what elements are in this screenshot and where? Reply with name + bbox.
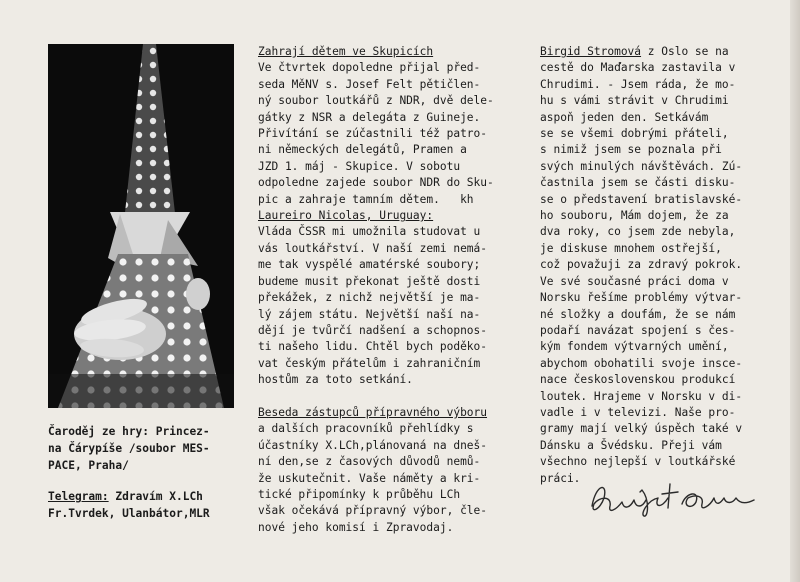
telegram-note xyxy=(48,488,258,522)
article-title-stromova: Birgid Stromová xyxy=(540,45,642,58)
handwritten-signature xyxy=(586,474,766,524)
article-body-stromova: cestě do Maďarska zastavila v Chrudimi. - Jsem ráda, že mo- hu s vámi strávit v Chrudimi aspoň jeden den. Setkávám se se všemi dobrými přáteli, s nimiž jsem se poznala při svých minulých návštěvách. Zú- častnila jsem se části disku- se o představení bratislavské- ho souboru, Mám dojem, že za dva roky, co jsem zde nebyla, je diskuse mnohem ostřejší, což považuji za zdravý pokrok. Ve své současné práci doma v Norsku řešíme problémy výtvar- né složky a doufám, že se nám podaří navázat spojení s čes- kým fondem výtvarných umění, abychom obohatili svoje insce- nace československou produkcí loutek. Hrajeme v Norsku v di- vadle i v televizi. Naše pro- gramy mají velký úspěch také v Dánsku a Švédsku. Přeji vám všechno nejlepší v loutkářské práci. xyxy=(540,61,743,485)
telegram-first-line: Zdravím X.LCh xyxy=(108,490,203,503)
article-body-skupice: Ve čtvrtek dopoledne přijal před- seda MěNV s. Josef Felt pětičlen- ný soubor loutkářů z NDR, dvě dele- gátky z NSR a delegáta z Guineje. Přivítání se zúčastnili též patro- ni německých delegátů, Pramen a JZD 1. máj - Skupice. V sobotu odpoledne zajede soubor NDR do Sku- pic a zahraje tamním dětem. kh xyxy=(258,61,494,206)
article-title-skupice: Zahrají dětem ve Skupicích xyxy=(258,45,434,58)
signature-graphic xyxy=(586,474,766,524)
article-title-laureiro: Laureiro Nicolas, Uruguay: xyxy=(258,209,434,223)
page-edge xyxy=(790,0,800,582)
article-body-beseda: a dalších pracovníků přehlídky s účastníky X.LCh,plánovaná na dneš- ní den,se z časových důvodů nemů- že uskutečnit. Vaše náměty a kri- tické připomínky k průběhu LCh však očekává přípravný výbor, čle- nové jeho komisí i Zpravodaj. xyxy=(258,422,488,534)
puppet-photo-graphic xyxy=(48,44,234,408)
right-column xyxy=(540,44,780,487)
middle-column xyxy=(258,44,528,536)
photo-caption: Čaroděj ze hry: Princez- na Čárypíše /soubor MES- PACE, Praha/ xyxy=(48,425,210,472)
article-title-beseda: Beseda zástupců přípravného výboru xyxy=(258,405,488,419)
telegram-header: Telegram: xyxy=(48,490,109,503)
article-body-laureiro: Vláda ČSSR mi umožnila studovat u vás loutkářství. V naší zemi nemá- me tak vyspělé amatérské soubory; budeme musit překonat ještě dosti překážek, z nichž největší je ma- lý zájem státu. Největší naší na- dějí je tvůrčí nadšení a schopnos- ti našeho lidu. Chtěl bych poděko- vat českým přátelům i zahraničním hostům za toto setkání. xyxy=(258,225,488,387)
telegram-second-line: Fr.Tvrdek, Ulanbátor,MLR xyxy=(48,507,210,520)
puppet-photo xyxy=(48,44,234,408)
article-title-rest: z Oslo se na xyxy=(641,45,729,58)
